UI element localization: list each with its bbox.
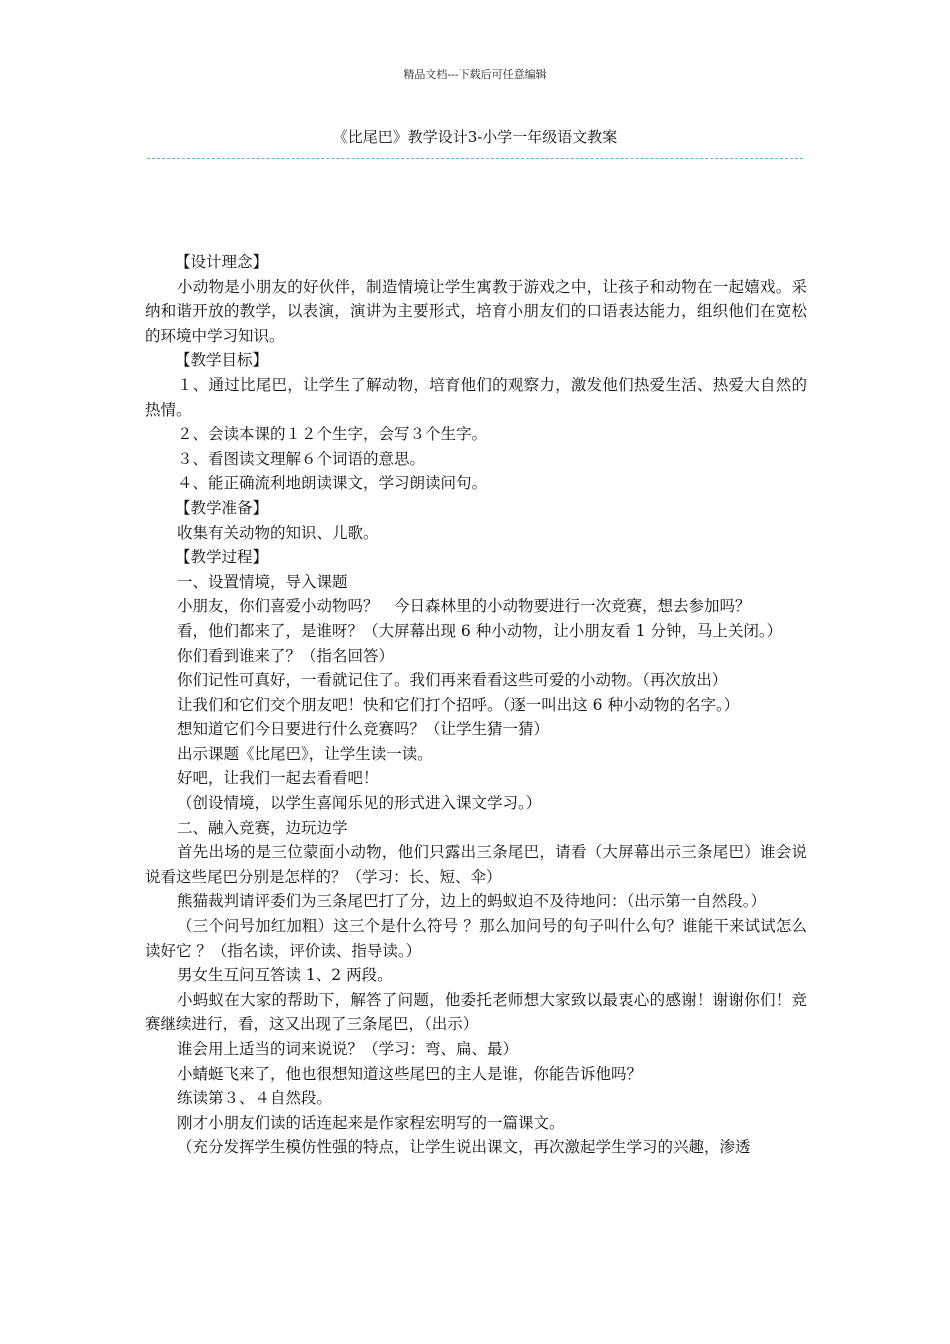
goal-item: １、通过比尾巴，让学生了解动物，培育他们的观察力，激发他们热爱生活、热爱大自然的热情。 bbox=[145, 375, 807, 419]
paragraph: 小动物是小朋友的好伙伴，制造情境让学生寓教于游戏之中，让孩子和动物在一起嬉戏。采纳和谐开放的教学，以表演，演讲为主要形式，培育小朋友们的口语表达能力，组织他们在宽松的环境中学习知识。 bbox=[145, 277, 807, 345]
paragraph: 男女生互问互答读 1、2 两段。 bbox=[177, 966, 393, 985]
paragraph: 刚才小朋友们读的话连起来是作家程宏明写的一篇课文。 bbox=[177, 1113, 565, 1132]
paragraph: 出示课题《比尾巴》，让学生读一读。 bbox=[177, 744, 433, 763]
subsection-heading: 一、设置情境，导入课题 bbox=[177, 572, 348, 591]
document-title: 《比尾巴》教学设计3-小学一年级语文教案 bbox=[332, 128, 618, 146]
section-heading-teaching-prep: 【教学准备】 bbox=[175, 498, 269, 517]
paragraph: 你们记性可真好，一看就记住了。我们再来看看这些可爱的小动物。（再次放出） bbox=[177, 671, 728, 690]
paragraph: 让我们和它们交个朋友吧！快和它们打个招呼。（逐一叫出这 6 种小动物的名字。） bbox=[177, 695, 740, 714]
paragraph: （三个问号加红加粗）这三个是什么符号 ？那么加问号的句子叫什么句？谁能干来试试怎么读好它 ？（指名读，评价读、指导读。） bbox=[145, 917, 807, 960]
header-note: 精品文档---下载后可任意编辑 bbox=[403, 68, 547, 81]
paragraph: 小朋友，你们喜爱小动物吗？ 今日森林里的小动物要进行一次竞赛，想去参加吗？ bbox=[177, 597, 751, 616]
section-heading-teaching-process: 【教学过程】 bbox=[175, 548, 269, 567]
paragraph: 熊猫裁判请评委们为三条尾巴打了分，边上的蚂蚁迫不及待地问：（出示第一自然段。） bbox=[177, 892, 767, 911]
subsection-heading: 二、融入竞赛，边玩边学 bbox=[177, 818, 348, 837]
goal-item: ３、看图读文理解６个词语的意思。 bbox=[177, 449, 426, 468]
section-heading-teaching-goals: 【教学目标】 bbox=[175, 351, 269, 370]
paragraph: （充分发挥学生模仿性强的特点，让学生说出课文，再次激起学生学习的兴趣，渗透 bbox=[177, 1138, 751, 1157]
paragraph: 小蜻蜓飞来了，他也很想知道这些尾巴的主人是谁，你能告诉他吗？ bbox=[177, 1064, 643, 1083]
section-heading-design-concept: 【设计理念】 bbox=[175, 253, 269, 271]
title-divider bbox=[147, 158, 803, 159]
paragraph: 想知道它们今日要进行什么竞赛吗？（让学生猜一猜） bbox=[177, 720, 550, 739]
paragraph: 好吧，让我们一起去看看吧！ bbox=[177, 769, 379, 788]
paragraph: 你们看到谁来了？（指名回答） bbox=[177, 646, 395, 665]
paragraph: 练读第３、４自然段。 bbox=[177, 1089, 333, 1108]
paragraph: 首先出场的是三位蒙面小动物，他们只露出三条尾巴，请看（大屏幕出示三条尾巴）谁会说说看这些尾巴分别是怎样的？（学习：长、短、伞） bbox=[145, 843, 807, 886]
document-body bbox=[145, 250, 807, 1160]
paragraph: 收集有关动物的知识、儿歌。 bbox=[177, 523, 379, 542]
goal-item: ２、会读本课的１２个生字，会写３个生字。 bbox=[177, 425, 488, 444]
paragraph: 看，他们都来了，是谁呀？（大屏幕出现 6 种小动物，让小朋友看 1 分钟，马上关闭。） bbox=[177, 621, 783, 640]
paragraph: 小蚂蚁在大家的帮助下，解答了问题，他委托老师想大家致以最衷心的感谢！谢谢你们！竞赛继续进行，看，这又出现了三条尾巴，（出示） bbox=[145, 990, 807, 1034]
goal-item: ４、能正确流利地朗读课文，学习朗读问句。 bbox=[177, 474, 488, 493]
paragraph: 谁会用上适当的词来说说？（学习：弯、扁、最） bbox=[177, 1040, 519, 1058]
paragraph: （创设情境，以学生喜闻乐见的形式进入课文学习。） bbox=[177, 794, 542, 813]
